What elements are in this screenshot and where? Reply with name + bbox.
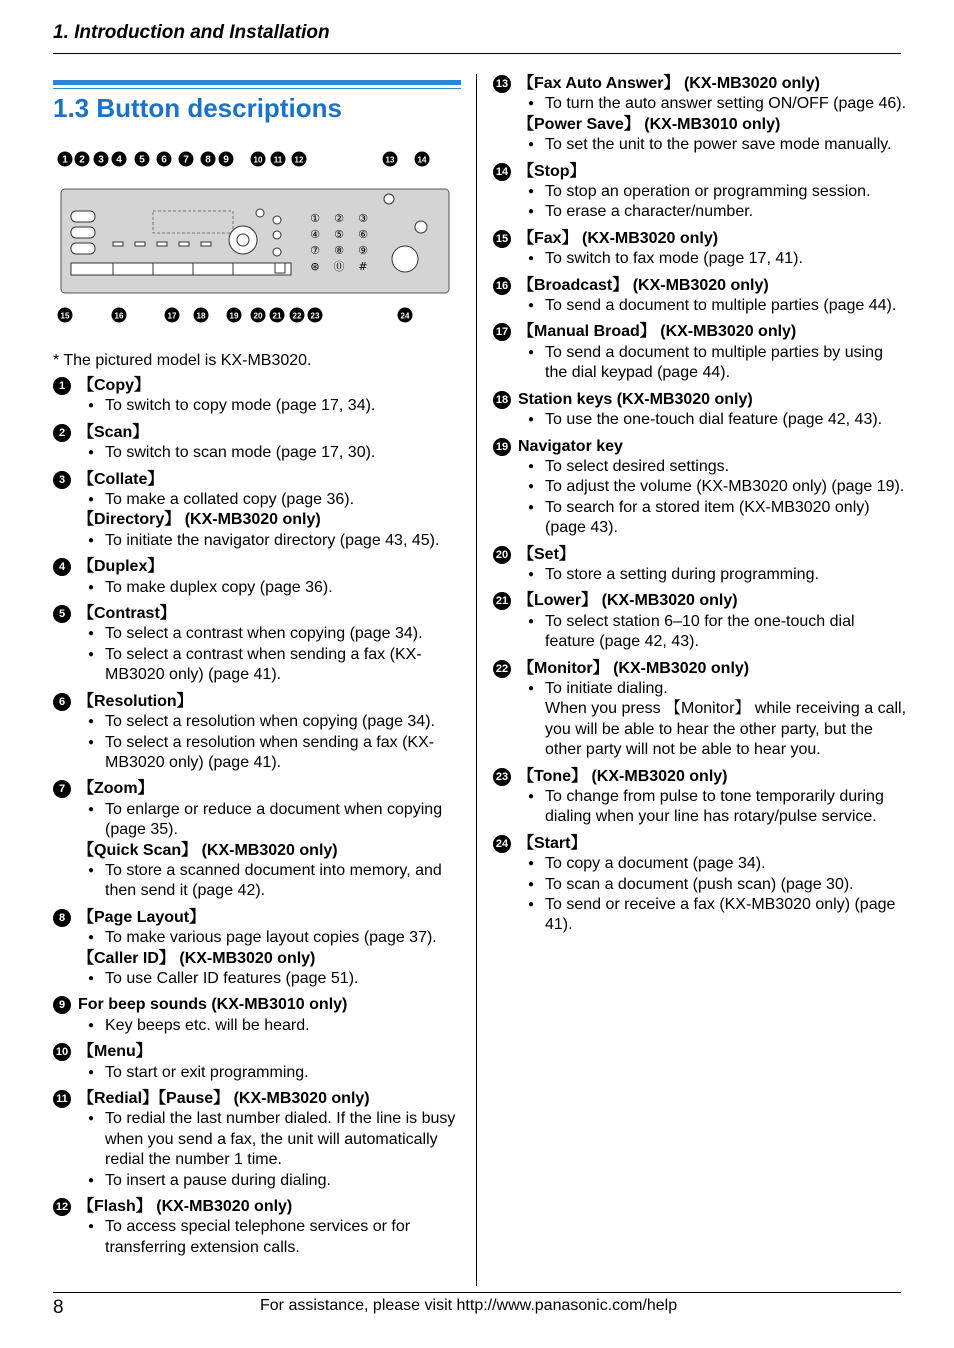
callout-16 [112, 308, 127, 323]
item-18 [493, 390, 908, 431]
item-heading: 【Flash】 (KX-MB3020 only) [78, 1198, 293, 1216]
item-number-badge: 8 [53, 909, 71, 927]
keypad-key: ④ [310, 228, 320, 241]
item-17 [493, 322, 908, 383]
item-20 [493, 545, 908, 586]
callout-20 [251, 308, 266, 323]
item-number-badge: 1 [53, 377, 71, 395]
item-10 [53, 1042, 463, 1083]
callout-12 [292, 152, 307, 167]
svg-text:12: 12 [294, 155, 304, 165]
bullet-text: ● To select a contrast when sending a fax (KX-MB3020 only) (page 41). [78, 645, 463, 686]
svg-text:13: 13 [385, 155, 395, 165]
callout-15 [58, 308, 73, 323]
svg-text:16: 16 [114, 311, 124, 321]
svg-text:3: 3 [98, 154, 104, 166]
callout-1 [58, 152, 73, 167]
keypad-key: ⓪ [333, 260, 345, 273]
item-2 [53, 423, 463, 464]
item-number-badge: 2 [53, 424, 71, 442]
item-heading: 【Scan】 [78, 423, 149, 441]
page-header [53, 20, 901, 54]
svg-text:14: 14 [417, 155, 427, 165]
callout-17 [165, 308, 180, 323]
bullet-text: ● To make duplex copy (page 36). [78, 578, 463, 598]
keypad-key: ⑥ [358, 228, 368, 241]
keypad-key: # [358, 260, 368, 273]
bullet-text: ● To insert a pause during dialing. [78, 1171, 463, 1191]
item-number-badge: 18 [493, 391, 511, 409]
page-number: 8 [53, 1297, 64, 1318]
keypad-key: ⑦ [310, 244, 320, 257]
keypad-key: ⑨ [358, 244, 368, 257]
item-heading: 【Monitor】 (KX-MB3020 only) [518, 659, 750, 677]
bullet-text: ● To make a collated copy (page 36). [78, 490, 463, 510]
svg-text:7: 7 [183, 154, 189, 166]
svg-text:20: 20 [253, 311, 263, 321]
item-number-badge: 13 [493, 75, 511, 93]
keypad-key: ⑧ [334, 244, 344, 257]
item-22 [493, 659, 908, 761]
bullet-text: ● To change from pulse to tone temporarily during dialing when your line has rotary/pulse service. [518, 787, 908, 828]
bullet-text: ● To redial the last number dialed. If the line is busy when you send a fax, the unit will automatically redial the number 1 time. [78, 1109, 463, 1170]
callout-21 [270, 308, 285, 323]
item-11 [53, 1089, 463, 1191]
bullet-text: ● To make various page layout copies (page 37). [78, 928, 463, 948]
left-column [53, 376, 463, 1264]
item-number-badge: 19 [493, 438, 511, 456]
item-heading: 【Tone】 (KX-MB3020 only) [518, 767, 728, 785]
model-note: * The pictured model is KX-MB3020. [53, 352, 312, 369]
item-6 [53, 692, 463, 774]
item-number-badge: 10 [53, 1043, 71, 1061]
svg-text:4: 4 [116, 154, 122, 166]
title-bar [53, 80, 461, 89]
bullet-text: ● To select station 6–10 for the one-touch dial feature (page 42, 43). [518, 612, 908, 653]
footer-rule [53, 1292, 901, 1293]
keypad-key: ③ [358, 212, 368, 225]
item-number-badge: 11 [53, 1090, 71, 1108]
item-number-badge: 21 [493, 592, 511, 610]
bullet-text: ● To set the unit to the power save mode manually. [518, 135, 908, 155]
callout-18 [194, 308, 209, 323]
callout-19 [227, 308, 242, 323]
callout-7 [179, 152, 194, 167]
item-number-badge: 9 [53, 996, 71, 1014]
paragraph-text: When you press 【Monitor】 while receiving a call, you will be able to hear the other party, but the other party will not be able to hear you. [545, 700, 907, 759]
item-heading: 【Start】 [518, 834, 587, 852]
keypad-key: ① [310, 212, 320, 225]
section-title: 1. Introduction and Installation [53, 22, 330, 43]
item-12 [53, 1197, 463, 1258]
top-label-group [58, 152, 430, 167]
item-8 [53, 908, 463, 990]
item-heading: 【Broadcast】 (KX-MB3020 only) [518, 276, 769, 294]
item-14 [493, 162, 908, 223]
bullet-text: ● To store a setting during programming. [518, 565, 908, 585]
item-heading: 【Duplex】 [78, 558, 164, 576]
item-21 [493, 591, 908, 652]
bullet-text: ● To initiate dialing. [518, 679, 908, 699]
item-23 [493, 767, 908, 828]
item-heading: 【Fax】 (KX-MB3020 only) [518, 229, 719, 247]
bullet-text: ● To scan a document (push scan) (page 30). [518, 875, 908, 895]
item-19 [493, 437, 908, 539]
bullet-text: ● To turn the auto answer setting ON/OFF (page 46). [518, 94, 908, 114]
svg-text:24: 24 [400, 311, 410, 321]
footer-assistance: For assistance, please visit http://www.panasonic.com/help [260, 1297, 678, 1314]
callout-10 [251, 152, 266, 167]
bullet-text: ● To select a resolution when copying (page 34). [78, 712, 463, 732]
bullet-text: ● To initiate the navigator directory (page 43, 45). [78, 531, 463, 551]
item-heading: For beep sounds (KX-MB3010 only) [78, 996, 348, 1014]
callout-3 [94, 152, 109, 167]
item-number-badge: 17 [493, 323, 511, 341]
item-24 [493, 834, 908, 936]
bullet-text: ● To enlarge or reduce a document when copying (page 35). [78, 800, 463, 841]
item-number-badge: 22 [493, 660, 511, 678]
column-divider [476, 74, 477, 1286]
item-number-badge: 4 [53, 558, 71, 576]
svg-text:18: 18 [196, 311, 206, 321]
callout-13 [383, 152, 398, 167]
item-heading: 【Contrast】 [78, 605, 176, 623]
item-15 [493, 229, 908, 270]
item-5 [53, 604, 463, 686]
item-subheading: 【Power Save】 (KX-MB3010 only) [518, 115, 781, 133]
item-13 [493, 74, 908, 156]
svg-text:9: 9 [223, 154, 229, 166]
control-panel-figure [53, 147, 453, 327]
item-number-badge: 3 [53, 471, 71, 489]
bullet-text: ● To send a document to multiple parties (page 44). [518, 296, 908, 316]
item-9 [53, 995, 463, 1036]
item-number-badge: 16 [493, 277, 511, 295]
svg-text:23: 23 [310, 311, 320, 321]
item-4 [53, 557, 463, 598]
svg-text:6: 6 [161, 154, 167, 166]
page-title: 1.3 Button descriptions [53, 93, 342, 123]
bullet-text: ● To use the one-touch dial feature (page 42, 43). [518, 410, 908, 430]
item-3 [53, 470, 463, 552]
item-subheading: 【Caller ID】 (KX-MB3020 only) [78, 949, 316, 967]
callout-9 [219, 152, 234, 167]
svg-text:15: 15 [60, 311, 70, 321]
item-heading: 【Page Layout】 [78, 908, 206, 926]
svg-text:5: 5 [139, 154, 145, 166]
bullet-text: ● To switch to scan mode (page 17, 30). [78, 443, 463, 463]
item-number-badge: 12 [53, 1198, 71, 1216]
svg-text:21: 21 [272, 311, 282, 321]
svg-text:10: 10 [253, 155, 263, 165]
bullet-text: ● To use Caller ID features (page 51). [78, 969, 463, 989]
item-heading: 【Fax Auto Answer】 (KX-MB3020 only) [518, 75, 820, 92]
callout-23 [308, 308, 323, 323]
item-number-badge: 5 [53, 605, 71, 623]
bullet-text: ● To start or exit programming. [78, 1063, 463, 1083]
bullet-text: ● To stop an operation or programming session. [518, 182, 908, 202]
svg-text:8: 8 [205, 154, 211, 166]
svg-text:11: 11 [273, 155, 283, 165]
item-heading: 【Manual Broad】 (KX-MB3020 only) [518, 323, 797, 341]
item-number-badge: 15 [493, 230, 511, 248]
item-heading: 【Redial】【Pause】 (KX-MB3020 only) [78, 1090, 370, 1107]
callout-5 [135, 152, 150, 167]
bullet-text: ● Key beeps etc. will be heard. [78, 1016, 463, 1036]
item-heading: 【Menu】 [78, 1043, 152, 1061]
item-subheading: 【Quick Scan】 (KX-MB3020 only) [78, 841, 338, 859]
item-number-badge: 20 [493, 546, 511, 564]
item-heading: 【Resolution】 [78, 692, 193, 710]
item-heading: 【Collate】 [78, 470, 164, 488]
item-heading: Navigator key [518, 437, 623, 455]
callout-6 [157, 152, 172, 167]
bullet-text: ● To send or receive a fax (KX-MB3020 only) (page 41). [518, 895, 908, 936]
item-subheading: 【Directory】 (KX-MB3020 only) [78, 511, 321, 529]
keypad-key: ⑤ [334, 228, 344, 241]
svg-text:22: 22 [292, 311, 302, 321]
item-1 [53, 376, 463, 417]
item-heading: Station keys (KX-MB3020 only) [518, 390, 753, 408]
callout-22 [290, 308, 305, 323]
keypad-key: ⊛ [310, 260, 320, 273]
bullet-text: ● To erase a character/number. [518, 202, 908, 222]
bullet-text: ● To copy a document (page 34). [518, 854, 908, 874]
svg-text:1: 1 [62, 154, 68, 166]
item-heading: 【Zoom】 [78, 780, 154, 798]
callout-8 [201, 152, 216, 167]
callout-4 [112, 152, 127, 167]
item-16 [493, 276, 908, 317]
callout-14 [415, 152, 430, 167]
svg-text:17: 17 [167, 311, 177, 321]
item-heading: 【Lower】 (KX-MB3020 only) [518, 592, 738, 610]
bullet-text: ● To search for a stored item (KX-MB3020 only) (page 43). [518, 498, 908, 539]
bullet-text: ● To store a scanned document into memory, and then send it (page 42). [78, 861, 463, 902]
item-number-badge: 23 [493, 768, 511, 786]
bullet-text: ● To switch to fax mode (page 17, 41). [518, 249, 908, 269]
item-heading: 【Copy】 [78, 377, 151, 394]
item-7 [53, 779, 463, 901]
bullet-text: ● To switch to copy mode (page 17, 34). [78, 396, 463, 416]
bullet-text: ● To send a document to multiple parties by using the dial keypad (page 44). [518, 343, 908, 384]
svg-text:2: 2 [79, 154, 85, 166]
bullet-text: ● To select a resolution when sending a fax (KX-MB3020 only) (page 41). [78, 733, 463, 774]
bullet-text: ● To select a contrast when copying (page 34). [78, 624, 463, 644]
callout-2 [75, 152, 90, 167]
item-heading: 【Set】 [518, 545, 575, 563]
item-number-badge: 24 [493, 835, 511, 853]
item-heading: 【Stop】 [518, 162, 586, 180]
bullet-text: ● To adjust the volume (KX-MB3020 only) (page 19). [518, 477, 908, 497]
bottom-label-group [58, 308, 413, 323]
item-number-badge: 6 [53, 693, 71, 711]
keypad-key: ② [334, 212, 344, 225]
bullet-text: ● To access special telephone services or for transferring extension calls. [78, 1217, 463, 1258]
bullet-text: ● To select desired settings. [518, 457, 908, 477]
item-number-badge: 14 [493, 163, 511, 181]
item-number-badge: 7 [53, 780, 71, 798]
right-column [493, 74, 908, 942]
callout-11 [271, 152, 286, 167]
callout-24 [398, 308, 413, 323]
svg-text:19: 19 [229, 311, 239, 321]
